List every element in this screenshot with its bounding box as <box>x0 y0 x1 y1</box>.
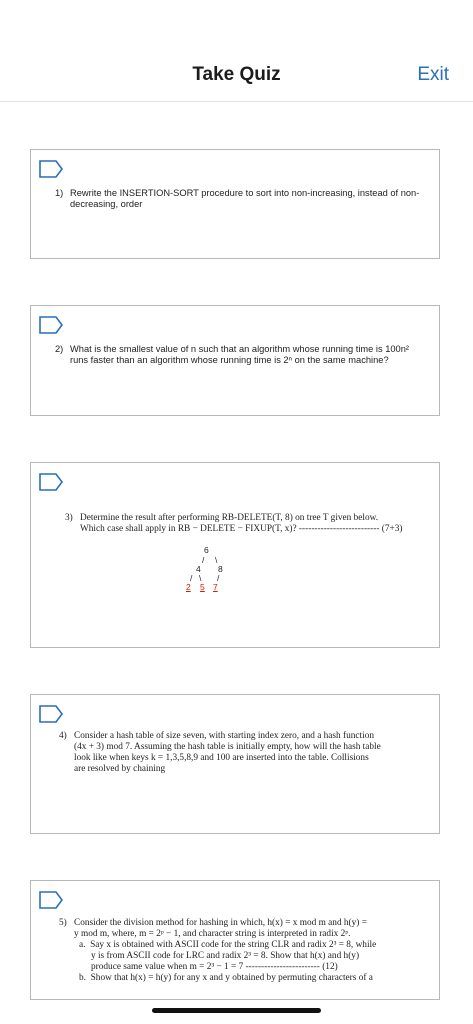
question-card-1 <box>30 149 440 259</box>
question-text: 2) What is the smallest value of n such that an algorithm whose running time is 100n² runs faster than an algorithm whose running time is 2ⁿ on the same machine? <box>55 344 409 365</box>
question-number: 3) <box>65 513 73 523</box>
question-number: 4) <box>59 731 67 741</box>
tree-node: 8 <box>218 564 223 574</box>
question-text: 4) Consider a hash table of size seven, with starting index zero, and a hash function (4x + 3) mod 7. Assuming the hash table is initially empty, how will the hash table look like when keys k = 1,3,5,8,9 and 100 are inserted into the table. Collisions are resolved by chaining <box>59 731 381 774</box>
tree-node: 4 <box>196 564 201 574</box>
bookmark-flag-icon[interactable] <box>39 316 63 334</box>
question-number: 2) <box>55 344 64 354</box>
tree-edge: / <box>217 573 220 583</box>
tree-edge: \ <box>215 555 218 565</box>
tree-edge: / <box>190 573 193 583</box>
sub-item-b: b. Show that h(x) = h(y) for any x and y obtained by permuting characters of a <box>79 973 373 983</box>
bookmark-flag-icon[interactable] <box>39 891 63 909</box>
question-number: 5) <box>59 918 67 928</box>
tree-node-red: 2 <box>186 582 191 592</box>
question-card-4 <box>30 694 440 834</box>
bookmark-flag-icon[interactable] <box>39 473 63 491</box>
home-indicator[interactable] <box>152 1008 321 1013</box>
question-card-2 <box>30 305 440 416</box>
tree-node-red: 7 <box>213 582 218 592</box>
header <box>0 0 473 102</box>
question-card-5 <box>30 880 440 1000</box>
tree-node-red: 5 <box>200 582 205 592</box>
tree-edge: / <box>202 555 205 565</box>
tree-edge: \ <box>199 573 202 583</box>
tree-node: 6 <box>204 545 209 555</box>
question-number: 1) <box>55 188 64 198</box>
bookmark-flag-icon[interactable] <box>39 160 63 178</box>
rb-tree-diagram <box>186 545 267 595</box>
exit-button[interactable]: Exit <box>417 64 449 85</box>
page-title: Take Quiz <box>192 64 281 85</box>
bookmark-flag-icon[interactable] <box>39 705 63 723</box>
question-text: 5) Consider the division method for hashing in which, h(x) = x mod m and h(y) = y mod m, where, m = 2ᵖ − 1, and character string is interpreted in radix 2ᵖ. a. Say x is obtained with ASCII code for the string CLR and radix 2³ = 8, while y is from ASCII code for LRC and radix 2³ = 8. Show that h(x) and h(y) produce same value when m = 2³ − 1 = 7 ------------------------ (12) b. Show that h(x) = h(y) for any x and y obtained by permuting characters of a <box>59 918 411 984</box>
question-text: 1) Rewrite the INSERTION-SORT procedure to sort into non-increasing, instead of non- decreasing, order <box>55 188 420 209</box>
sub-item-a: a. Say x is obtained with ASCII code for the string CLR and radix 2³ = 8, while <box>79 940 377 950</box>
question-text: 3) Determine the result after performing RB-DELETE(T, 8) on tree T given below. Which case shall apply in RB − DELETE − FIXUP(T, x)? -------------------------- (7+3) <box>65 513 403 534</box>
question-card-3 <box>30 462 440 648</box>
